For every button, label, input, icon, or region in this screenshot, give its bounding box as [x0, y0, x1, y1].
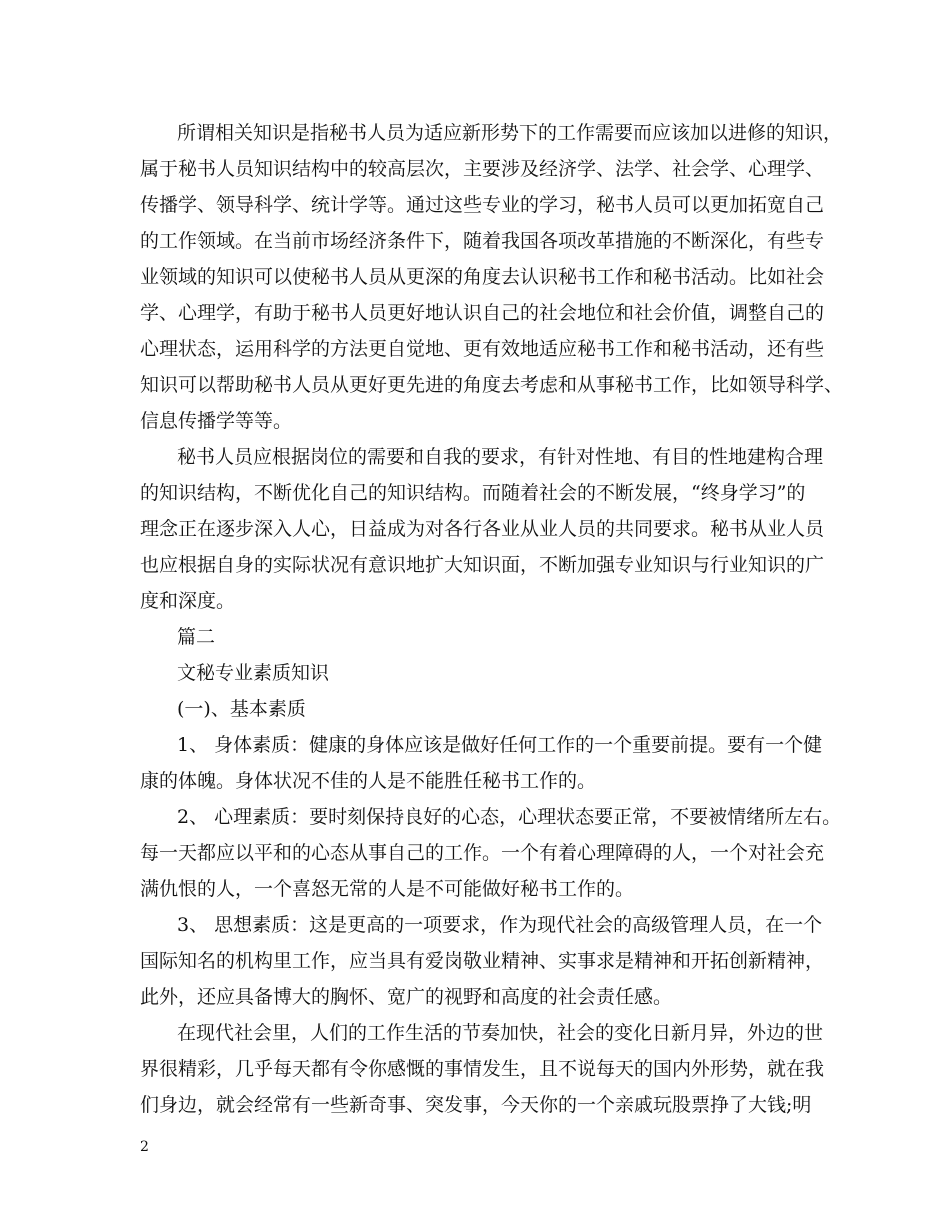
page-number: 2	[140, 1139, 149, 1155]
text-line: 秘书人员应根据岗位的需要和自我的要求，有针对性地、有目的性地建构合理	[177, 446, 824, 468]
text-line: 国际知名的机构里工作，应当具有爱岗敬业精神、实事求是精神和开拓创新精神，	[140, 950, 825, 972]
text-line: 每一天都应以平和的心态从事自己的工作。一个有着心理障碍的人，一个对社会充	[140, 842, 825, 864]
text-line: 所谓相关知识是指秘书人员为适应新形势下的工作需要而应该加以进修的知识，	[177, 122, 843, 144]
text-line: 3、 思想素质：这是更高的一项要求，作为现代社会的高级管理人员，在一个	[177, 914, 823, 936]
subsection-heading: (一)、基本素质	[177, 698, 306, 720]
text-line: 此外，还应具备博大的胸怀、宽广的视野和高度的社会责任感。	[140, 986, 673, 1008]
text-line: 在现代社会里，人们的工作生活的节奏加快，社会的变化日新月异，外边的世	[177, 1022, 824, 1044]
text-line: 信息传播学等等。	[140, 410, 293, 432]
section-subheading: 文秘专业素质知识	[177, 662, 330, 684]
text-line: 们身边，就会经常有一些新奇事、突发事，今天你的一个亲戚玩股票挣了大钱;明	[140, 1094, 812, 1116]
text-line: 业领域的知识可以使秘书人员从更深的角度去认识秘书工作和秘书活动。比如社会	[140, 266, 825, 288]
text-line: 传播学、领导科学、统计学等。通过这些专业的学习，秘书人员可以更加拓宽自己	[140, 194, 825, 216]
text-line: 理念正在逐步深入人心，日益成为对各行各业从业人员的共同要求。秘书从业人员	[140, 518, 825, 540]
text-line: 学、心理学，有助于秘书人员更好地认识自己的社会地位和社会价值，调整自己的	[140, 302, 825, 324]
text-line: 度和深度。	[140, 590, 236, 612]
text-line: 界很精彩，几乎每天都有令你感慨的事情发生，且不说每天的国内外形势，就在我	[140, 1058, 825, 1080]
text-line: 的工作领域。在当前市场经济条件下，随着我国各项改革措施的不断深化，有些专	[140, 230, 825, 252]
text-line: 2、 心理素质：要时刻保持良好的心态，心理状态要正常，不要被情绪所左右。	[177, 806, 842, 828]
text-line: 康的体魄。身体状况不佳的人是不能胜任秘书工作的。	[140, 770, 597, 792]
text-line: 属于秘书人员知识结构中的较高层次，主要涉及经济学、法学、社会学、心理学、	[140, 158, 825, 180]
text-line: 1、 身体素质：健康的身体应该是做好任何工作的一个重要前提。要有一个健	[177, 734, 823, 756]
text-line: 心理状态，运用科学的方法更自觉地、更有效地适应秘书工作和秘书活动，还有些	[140, 338, 825, 360]
section-heading: 篇二	[177, 626, 216, 648]
text-line: 的知识结构，不断优化自己的知识结构。而随着社会的不断发展，“终身学习”的	[140, 482, 806, 504]
text-line: 满仇恨的人，一个喜怒无常的人是不可能做好秘书工作的。	[140, 878, 635, 900]
text-line: 也应根据自身的实际状况有意识地扩大知识面，不断加强专业知识与行业知识的广	[140, 554, 825, 576]
text-line: 知识可以帮助秘书人员从更好更先进的角度去考虑和从事秘书工作，比如领导科学、	[140, 374, 844, 396]
